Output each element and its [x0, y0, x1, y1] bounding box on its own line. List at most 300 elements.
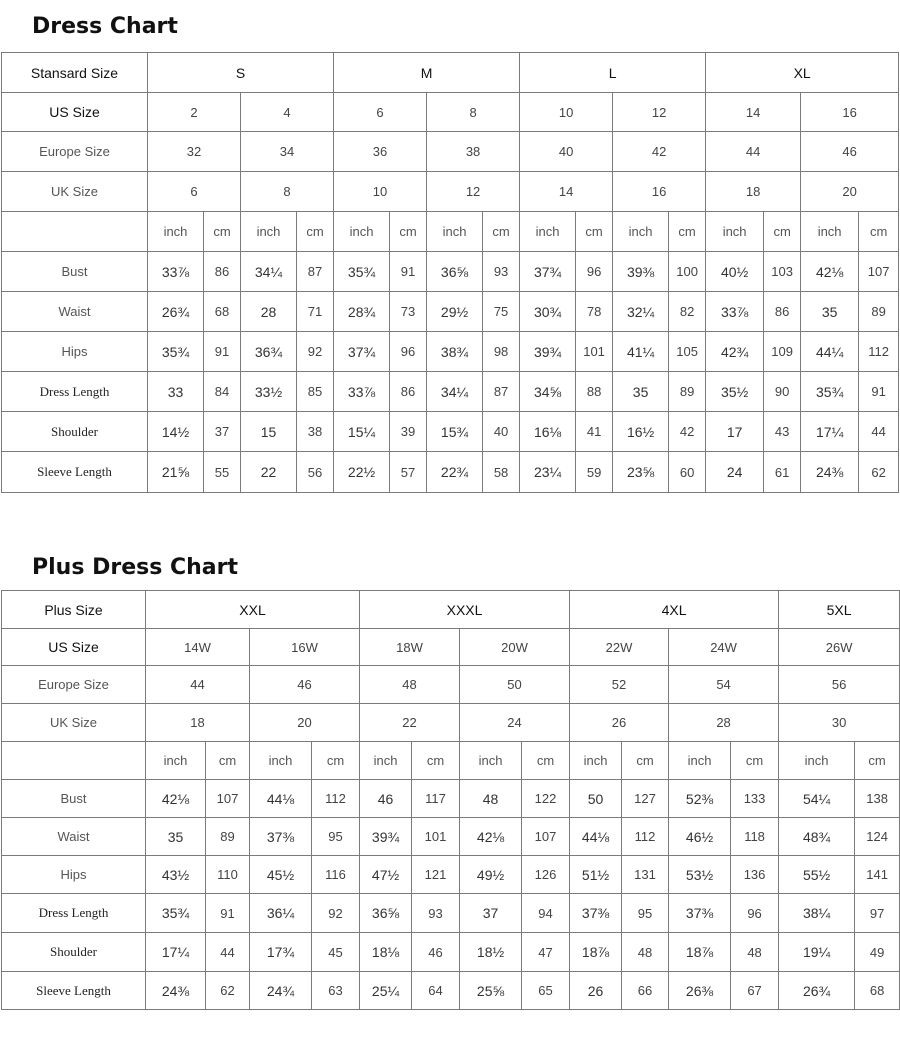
inch-value: 52⅜	[669, 780, 731, 818]
inch-header: inch	[706, 212, 764, 252]
europe-size-cell: 32	[148, 132, 241, 172]
europe-size-row	[2, 132, 899, 172]
size-xl: XL	[706, 53, 899, 93]
inch-value: 21⅝	[148, 452, 204, 493]
inch-value: 55½	[779, 856, 855, 894]
uk-size-cell: 16	[613, 172, 706, 212]
inch-value: 23⅝	[613, 452, 669, 493]
cm-value: 89	[206, 818, 250, 856]
us-size-cell: 2	[148, 93, 241, 132]
cm-value: 126	[522, 856, 570, 894]
inch-value: 35¾	[146, 894, 206, 933]
europe-size-cell: 34	[241, 132, 334, 172]
us-size-cell: 10	[520, 93, 613, 132]
inch-value: 50	[570, 780, 622, 818]
europe-size-cell: 44	[146, 666, 250, 704]
measure-label: Shoulder	[2, 412, 148, 452]
inch-value: 19¼	[779, 933, 855, 972]
inch-value: 33	[148, 372, 204, 412]
cm-value: 98	[483, 332, 520, 372]
inch-value: 18⅞	[570, 933, 622, 972]
inch-value: 26⅜	[669, 972, 731, 1010]
inch-value: 49½	[460, 856, 522, 894]
inch-value: 43½	[146, 856, 206, 894]
cm-value: 42	[669, 412, 706, 452]
inch-value: 15	[241, 412, 297, 452]
us-size-cell: 26W	[779, 629, 900, 666]
inch-header: inch	[520, 212, 576, 252]
cm-value: 62	[859, 452, 899, 493]
cm-value: 37	[204, 412, 241, 452]
inch-header: inch	[241, 212, 297, 252]
cm-value: 85	[297, 372, 334, 412]
inch-value: 24¾	[250, 972, 312, 1010]
measure-row	[2, 818, 900, 856]
inch-value: 53½	[669, 856, 731, 894]
cm-value: 96	[390, 332, 427, 372]
inch-value: 17¼	[146, 933, 206, 972]
measure-row	[2, 933, 900, 972]
cm-value: 44	[206, 933, 250, 972]
cm-value: 68	[204, 292, 241, 332]
europe-size-cell: 46	[250, 666, 360, 704]
inch-value: 22¾	[427, 452, 483, 493]
cm-value: 40	[483, 412, 520, 452]
cm-value: 112	[859, 332, 899, 372]
cm-value: 91	[390, 252, 427, 292]
plus-dress-chart-table	[1, 590, 900, 1010]
cm-value: 117	[412, 780, 460, 818]
plus-dress-chart-title: Plus Dress Chart	[32, 555, 238, 580]
inch-value: 35	[801, 292, 859, 332]
cm-value: 88	[576, 372, 613, 412]
uk-size-cell: 18	[706, 172, 801, 212]
europe-size-cell: 50	[460, 666, 570, 704]
plus-europe-size-row	[2, 666, 900, 704]
cm-value: 107	[522, 818, 570, 856]
cm-value: 116	[312, 856, 360, 894]
cm-value: 68	[855, 972, 900, 1010]
inch-value: 39¾	[360, 818, 412, 856]
inch-value: 37¾	[520, 252, 576, 292]
cm-value: 127	[622, 780, 669, 818]
inch-value: 33⅞	[148, 252, 204, 292]
us-size-cell: 6	[334, 93, 427, 132]
cm-value: 86	[390, 372, 427, 412]
cm-value: 86	[764, 292, 801, 332]
inch-value: 15¼	[334, 412, 390, 452]
europe-size-cell: 56	[779, 666, 900, 704]
cm-header: cm	[412, 742, 460, 780]
inch-value: 14½	[148, 412, 204, 452]
cm-header: cm	[312, 742, 360, 780]
cm-header: cm	[576, 212, 613, 252]
cm-value: 107	[859, 252, 899, 292]
measure-row	[2, 780, 900, 818]
measure-row	[2, 856, 900, 894]
inch-header: inch	[779, 742, 855, 780]
inch-value: 17	[706, 412, 764, 452]
us-size-cell: 16W	[250, 629, 360, 666]
inch-value: 44⅛	[250, 780, 312, 818]
uk-size-label: UK Size	[2, 704, 146, 742]
inch-value: 37¾	[334, 332, 390, 372]
cm-value: 45	[312, 933, 360, 972]
us-size-cell: 14W	[146, 629, 250, 666]
cm-value: 87	[483, 372, 520, 412]
inch-value: 33½	[241, 372, 297, 412]
us-size-row	[2, 93, 899, 132]
inch-value: 15¾	[427, 412, 483, 452]
cm-value: 121	[412, 856, 460, 894]
standard-size-label: Stansard Size	[2, 53, 148, 93]
cm-value: 43	[764, 412, 801, 452]
cm-value: 49	[855, 933, 900, 972]
inch-value: 37⅜	[570, 894, 622, 933]
inch-value: 35¾	[334, 252, 390, 292]
us-size-label: US Size	[2, 93, 148, 132]
cm-value: 62	[206, 972, 250, 1010]
inch-value: 29½	[427, 292, 483, 332]
size-xxl: XXL	[146, 591, 360, 629]
europe-size-label: Europe Size	[2, 132, 148, 172]
inch-value: 16⅛	[520, 412, 576, 452]
inch-value: 26	[570, 972, 622, 1010]
us-size-cell: 14	[706, 93, 801, 132]
cm-header: cm	[522, 742, 570, 780]
inch-value: 42⅛	[460, 818, 522, 856]
inch-value: 25⅝	[460, 972, 522, 1010]
inch-header: inch	[570, 742, 622, 780]
cm-value: 89	[669, 372, 706, 412]
inch-value: 17¼	[801, 412, 859, 452]
inch-value: 37⅜	[669, 894, 731, 933]
measure-label: Sleeve Length	[2, 972, 146, 1010]
cm-header: cm	[206, 742, 250, 780]
cm-value: 48	[622, 933, 669, 972]
cm-value: 141	[855, 856, 900, 894]
inch-header: inch	[360, 742, 412, 780]
uk-size-cell: 20	[801, 172, 899, 212]
cm-header: cm	[622, 742, 669, 780]
inch-header: inch	[613, 212, 669, 252]
inch-value: 32¼	[613, 292, 669, 332]
europe-size-cell: 38	[427, 132, 520, 172]
measure-row	[2, 412, 899, 452]
cm-value: 91	[204, 332, 241, 372]
cm-header: cm	[855, 742, 900, 780]
us-size-cell: 18W	[360, 629, 460, 666]
inch-value: 28¾	[334, 292, 390, 332]
cm-header: cm	[204, 212, 241, 252]
europe-size-label: Europe Size	[2, 666, 146, 704]
cm-value: 93	[483, 252, 520, 292]
inch-header: inch	[801, 212, 859, 252]
cm-header: cm	[859, 212, 899, 252]
size-s: S	[148, 53, 334, 93]
plus-us-size-row	[2, 629, 900, 666]
europe-size-cell: 46	[801, 132, 899, 172]
plus-uk-size-row	[2, 704, 900, 742]
measure-row	[2, 372, 899, 412]
cm-value: 73	[390, 292, 427, 332]
plus-size-label: Plus Size	[2, 591, 146, 629]
inch-value: 45½	[250, 856, 312, 894]
size-xxxl: XXXL	[360, 591, 570, 629]
uk-size-label: UK Size	[2, 172, 148, 212]
us-size-cell: 4	[241, 93, 334, 132]
inch-header: inch	[460, 742, 522, 780]
inch-value: 18½	[460, 933, 522, 972]
inch-value: 28	[241, 292, 297, 332]
cm-value: 56	[297, 452, 334, 493]
inch-value: 18⅞	[669, 933, 731, 972]
measure-label: Dress Length	[2, 372, 148, 412]
measure-row	[2, 972, 900, 1010]
us-size-cell: 20W	[460, 629, 570, 666]
inch-value: 46½	[669, 818, 731, 856]
measure-row	[2, 292, 899, 332]
size-5xl: 5XL	[779, 591, 900, 629]
cm-value: 87	[297, 252, 334, 292]
unit-header-blank	[2, 742, 146, 780]
cm-value: 64	[412, 972, 460, 1010]
inch-value: 36¾	[241, 332, 297, 372]
inch-value: 35¾	[148, 332, 204, 372]
uk-size-cell: 26	[570, 704, 669, 742]
uk-size-row	[2, 172, 899, 212]
us-size-cell: 12	[613, 93, 706, 132]
cm-header: cm	[297, 212, 334, 252]
uk-size-cell: 20	[250, 704, 360, 742]
measure-row	[2, 894, 900, 933]
us-size-cell: 24W	[669, 629, 779, 666]
measure-label: Bust	[2, 252, 148, 292]
cm-value: 48	[731, 933, 779, 972]
inch-value: 33⅞	[706, 292, 764, 332]
inch-value: 47½	[360, 856, 412, 894]
cm-value: 61	[764, 452, 801, 493]
inch-value: 35½	[706, 372, 764, 412]
inch-value: 46	[360, 780, 412, 818]
inch-header: inch	[427, 212, 483, 252]
cm-value: 38	[297, 412, 334, 452]
cm-value: 136	[731, 856, 779, 894]
us-size-cell: 8	[427, 93, 520, 132]
dress-chart-table	[1, 52, 899, 493]
cm-value: 47	[522, 933, 570, 972]
us-size-cell: 16	[801, 93, 899, 132]
inch-value: 26¾	[148, 292, 204, 332]
uk-size-cell: 18	[146, 704, 250, 742]
inch-value: 24⅜	[146, 972, 206, 1010]
dress-chart-title: Dress Chart	[32, 14, 178, 39]
cm-value: 65	[522, 972, 570, 1010]
cm-value: 92	[312, 894, 360, 933]
cm-value: 94	[522, 894, 570, 933]
inch-value: 51½	[570, 856, 622, 894]
inch-header: inch	[669, 742, 731, 780]
cm-value: 75	[483, 292, 520, 332]
cm-value: 44	[859, 412, 899, 452]
cm-value: 131	[622, 856, 669, 894]
inch-value: 41¼	[613, 332, 669, 372]
cm-value: 60	[669, 452, 706, 493]
inch-value: 48¾	[779, 818, 855, 856]
europe-size-cell: 36	[334, 132, 427, 172]
inch-value: 44⅛	[570, 818, 622, 856]
inch-value: 17¾	[250, 933, 312, 972]
us-size-label: US Size	[2, 629, 146, 666]
cm-value: 71	[297, 292, 334, 332]
inch-value: 35¾	[801, 372, 859, 412]
inch-value: 18⅛	[360, 933, 412, 972]
cm-value: 105	[669, 332, 706, 372]
uk-size-cell: 10	[334, 172, 427, 212]
unit-header-row	[2, 212, 899, 252]
inch-value: 33⅞	[334, 372, 390, 412]
cm-value: 63	[312, 972, 360, 1010]
europe-size-cell: 44	[706, 132, 801, 172]
inch-value: 22½	[334, 452, 390, 493]
measure-label: Waist	[2, 292, 148, 332]
inch-value: 37	[460, 894, 522, 933]
inch-value: 23¼	[520, 452, 576, 493]
inch-value: 38¼	[779, 894, 855, 933]
uk-size-cell: 28	[669, 704, 779, 742]
cm-value: 55	[204, 452, 241, 493]
cm-value: 118	[731, 818, 779, 856]
inch-value: 34¼	[427, 372, 483, 412]
uk-size-cell: 24	[460, 704, 570, 742]
size-m: M	[334, 53, 520, 93]
inch-value: 36¼	[250, 894, 312, 933]
uk-size-cell: 12	[427, 172, 520, 212]
cm-value: 112	[312, 780, 360, 818]
inch-value: 34¼	[241, 252, 297, 292]
inch-value: 25¼	[360, 972, 412, 1010]
inch-value: 44¼	[801, 332, 859, 372]
inch-value: 35	[146, 818, 206, 856]
europe-size-cell: 48	[360, 666, 460, 704]
cm-value: 39	[390, 412, 427, 452]
cm-value: 92	[297, 332, 334, 372]
inch-header: inch	[146, 742, 206, 780]
inch-value: 22	[241, 452, 297, 493]
inch-value: 24⅜	[801, 452, 859, 493]
cm-header: cm	[483, 212, 520, 252]
cm-value: 101	[412, 818, 460, 856]
inch-value: 42¾	[706, 332, 764, 372]
cm-header: cm	[390, 212, 427, 252]
cm-header: cm	[669, 212, 706, 252]
europe-size-cell: 52	[570, 666, 669, 704]
size-4xl: 4XL	[570, 591, 779, 629]
cm-value: 107	[206, 780, 250, 818]
cm-value: 78	[576, 292, 613, 332]
cm-value: 100	[669, 252, 706, 292]
cm-value: 91	[859, 372, 899, 412]
inch-value: 24	[706, 452, 764, 493]
cm-value: 46	[412, 933, 460, 972]
uk-size-cell: 6	[148, 172, 241, 212]
cm-value: 59	[576, 452, 613, 493]
inch-value: 35	[613, 372, 669, 412]
cm-value: 90	[764, 372, 801, 412]
unit-header-blank	[2, 212, 148, 252]
cm-value: 96	[731, 894, 779, 933]
cm-value: 110	[206, 856, 250, 894]
cm-value: 109	[764, 332, 801, 372]
inch-header: inch	[334, 212, 390, 252]
standard-size-row	[2, 53, 899, 93]
inch-value: 39¾	[520, 332, 576, 372]
cm-value: 66	[622, 972, 669, 1010]
size-l: L	[520, 53, 706, 93]
inch-value: 36⅝	[427, 252, 483, 292]
cm-header: cm	[764, 212, 801, 252]
inch-header: inch	[250, 742, 312, 780]
uk-size-cell: 22	[360, 704, 460, 742]
inch-value: 34⅝	[520, 372, 576, 412]
uk-size-cell: 30	[779, 704, 900, 742]
inch-value: 40½	[706, 252, 764, 292]
plus-size-row	[2, 591, 900, 629]
cm-value: 41	[576, 412, 613, 452]
measure-label: Hips	[2, 856, 146, 894]
europe-size-cell: 54	[669, 666, 779, 704]
cm-value: 96	[576, 252, 613, 292]
cm-value: 112	[622, 818, 669, 856]
cm-value: 67	[731, 972, 779, 1010]
cm-value: 91	[206, 894, 250, 933]
measure-label: Hips	[2, 332, 148, 372]
cm-value: 57	[390, 452, 427, 493]
cm-value: 93	[412, 894, 460, 933]
uk-size-cell: 14	[520, 172, 613, 212]
us-size-cell: 22W	[570, 629, 669, 666]
cm-value: 89	[859, 292, 899, 332]
cm-value: 95	[312, 818, 360, 856]
inch-value: 30¾	[520, 292, 576, 332]
cm-value: 95	[622, 894, 669, 933]
cm-value: 82	[669, 292, 706, 332]
inch-header: inch	[148, 212, 204, 252]
measure-row	[2, 332, 899, 372]
cm-value: 101	[576, 332, 613, 372]
inch-value: 54¼	[779, 780, 855, 818]
measure-label: Waist	[2, 818, 146, 856]
inch-value: 16½	[613, 412, 669, 452]
cm-value: 86	[204, 252, 241, 292]
cm-value: 138	[855, 780, 900, 818]
cm-value: 58	[483, 452, 520, 493]
cm-value: 124	[855, 818, 900, 856]
cm-value: 84	[204, 372, 241, 412]
inch-value: 37⅜	[250, 818, 312, 856]
inch-value: 36⅝	[360, 894, 412, 933]
cm-value: 122	[522, 780, 570, 818]
measure-label: Dress Length	[2, 894, 146, 933]
cm-value: 97	[855, 894, 900, 933]
cm-value: 103	[764, 252, 801, 292]
cm-header: cm	[731, 742, 779, 780]
inch-value: 26¾	[779, 972, 855, 1010]
unit-header-row	[2, 742, 900, 780]
inch-value: 48	[460, 780, 522, 818]
inch-value: 42⅛	[801, 252, 859, 292]
measure-row	[2, 452, 899, 493]
